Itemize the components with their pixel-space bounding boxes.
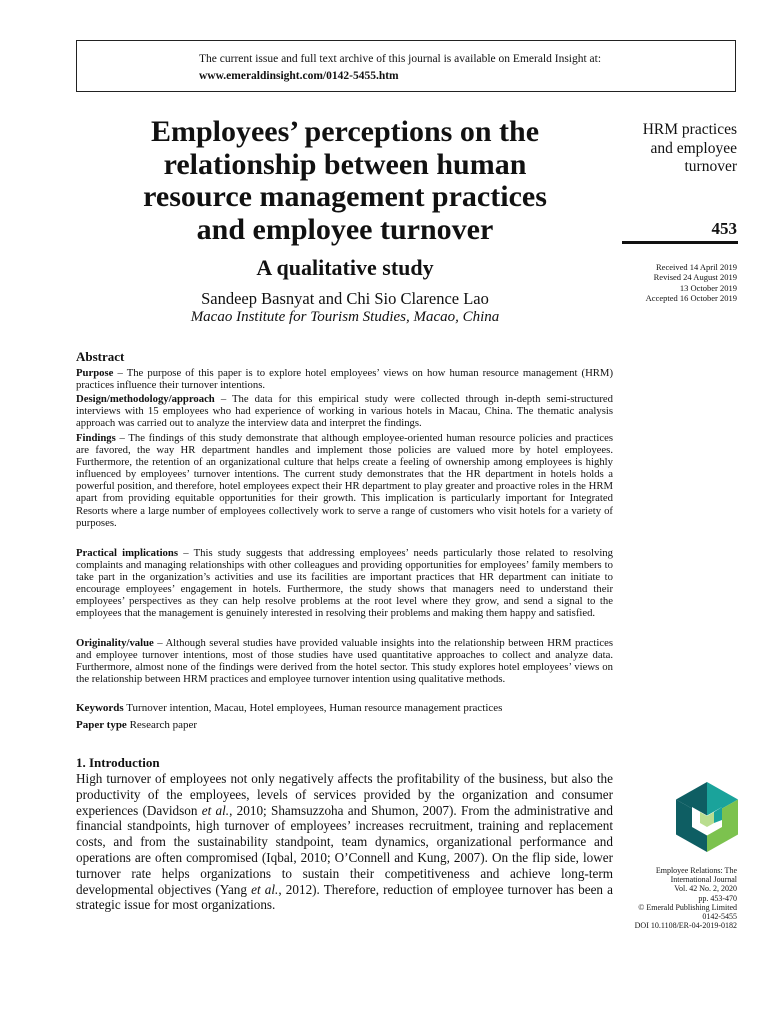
intro-text: High turnover of employees not only negatively affects the profitability of the business, but also the productivity of the employees, levels of services provided by the organization and consumer experiences (Davidson [76,771,613,818]
paper-type [76,719,613,731]
design-text: – The data for this empirical study were collected through in-depth semi-structured interviews with 15 employees who had experience of working in various hotels in Macau, China. The thematic analysis approach was carried out to analyze the interview data and interpret the findings. [76,393,613,430]
abstract-findings [76,432,613,529]
purpose-label: Purpose [76,367,114,379]
intro-etal: et al. [251,881,279,897]
emerald-logo-icon [676,782,738,852]
affiliation: Macao Institute for Tourism Studies, Macao, China [190,309,500,325]
date-line: Received 14 April 2019 [656,262,737,272]
notice-text: The current issue and full text archive of this journal is available on Emerald Insight at: [199,53,602,65]
paper-type-text: Research paper [126,719,198,731]
keywords [76,702,613,714]
design-label: Design/methodology/approach [76,393,215,405]
findings-text: – The findings of this study demonstrate that although employee-oriented human resource policies and practices are favored, the way HR department handles and implement those policies are valued more by hotel employees. Furthermore, the retention of an organizational culture that helps create a feeling of ownership among employees is highly influenced by employees’ turnover intentions. The current study demonstrates that the HR department in hotels holds a powerful position, and therefore, hotel employees expect their HR department to play greater and proactive roles in the HRM apart from providing equitable opportunities for their growth. This implication is particularly important for Integrated Resorts where a large number of employees collectively work to serve a range of customers who visit hotels for a variety of purposes. [76,432,613,529]
journal-info-line: 0142-5455 [702,912,737,922]
abstract-heading: Abstract [76,349,125,364]
keywords-text: Turnover intention, Macau, Hotel employees, Human resource management practices [123,702,503,714]
running-head [600,121,737,177]
journal-info-line: Vol. 42 No. 2, 2020 [674,884,737,894]
date-line: Accepted 16 October 2019 [645,293,737,304]
abstract-purpose [76,367,613,391]
abstract-originality [76,637,613,685]
abstract-design [76,393,613,429]
journal-info-line: pp. 453-470 [698,893,737,903]
margin-rule [622,241,738,244]
running-head-line: and employee [650,139,737,157]
title-line: Employees’ perceptions on the [150,115,540,148]
title-line: relationship between human [163,147,527,181]
originality-text: – Although several studies have provided valuable insights into the relationship between HRM practices and employee turnover intentions, most of those studies have used quantitative approaches to collect and analyze data. Furthermore, almost none of the findings were derived from the hotel sector. This study explores hotel employees’ views on the relationship between HRM practices and employee turnover intention using qualitative methods. [76,637,613,686]
abstract-practical [76,547,613,620]
journal-url-link[interactable]: www.emeraldinsight.com/0142-5455.htm [199,70,399,82]
paper-type-label: Paper type [76,719,127,731]
section-heading-introduction: 1. Introduction [76,755,160,770]
practical-label: Practical implications [76,547,178,559]
intro-etal: et al. [201,802,230,818]
date-line: 13 October 2019 [679,282,737,293]
page-number: 453 [711,219,737,238]
journal-info-line: International Journal [670,875,737,885]
purpose-text: – The purpose of this paper is to explore hotel employees’ views on how human resource management (HRM) practices influence their turnover intentions. [76,367,613,392]
article-history [600,262,737,304]
journal-notice-box [76,40,736,92]
running-head-line: HRM practices [642,121,737,138]
findings-label: Findings [76,432,116,444]
title-line: and employee turnover [196,212,494,246]
date-line: Revised 24 August 2019 [653,272,737,283]
paper-subtitle: A qualitative study [256,255,434,280]
journal-info-line: Employee Relations: The [655,866,737,875]
running-head-line: turnover [684,158,737,175]
practical-text: – This study suggests that addressing employees’ needs particularly those related to resolving complaints and managing relationships with other colleagues and providing opportunities for employees’ family members to take part in the organization’s activities and use its facilities are important practices that HR department can initiate to encourage employees’ engagement in hotels. Furthermore, the study shows that managers need to understand their employees’ perspectives as they can help resolve problems at the root level where they grow, and send a signal to the employees that the management is genuinely interested in resolving their problems and making them happy and satisfied. [76,547,613,620]
originality-label: Originality/value [76,637,154,649]
introduction-paragraph [76,771,613,913]
intro-text: , 2010; Shamsuzzoha and Shumon, 2007). From the administrative and financial standpoints, high turnover of employees’ increases recruitment, training and replacement costs, and from the sustainability standpoint, team dynamics, organizational performance and operations are often compromised (Iqbal, 2010; O’Connell and Kung, 2007). On the flip side, lower turnover rate helps organizations to sustain their competitiveness and achieve long-term developmental objectives (Yang [76,802,613,897]
paper-title [80,116,610,246]
journal-info-line: © Emerald Publishing Limited [638,902,737,912]
journal-info [600,866,737,930]
intro-text: , 2012). Therefore, reduction of employee turnover has been a strategic issue for most organizations. [76,881,614,913]
authors: Sandeep Basnyat and Chi Sio Clarence Lao [201,289,489,308]
keywords-label: Keywords [76,702,124,714]
title-line: resource management practices [143,180,547,213]
doi[interactable]: DOI 10.1108/ER-04-2019-0182 [634,921,737,931]
